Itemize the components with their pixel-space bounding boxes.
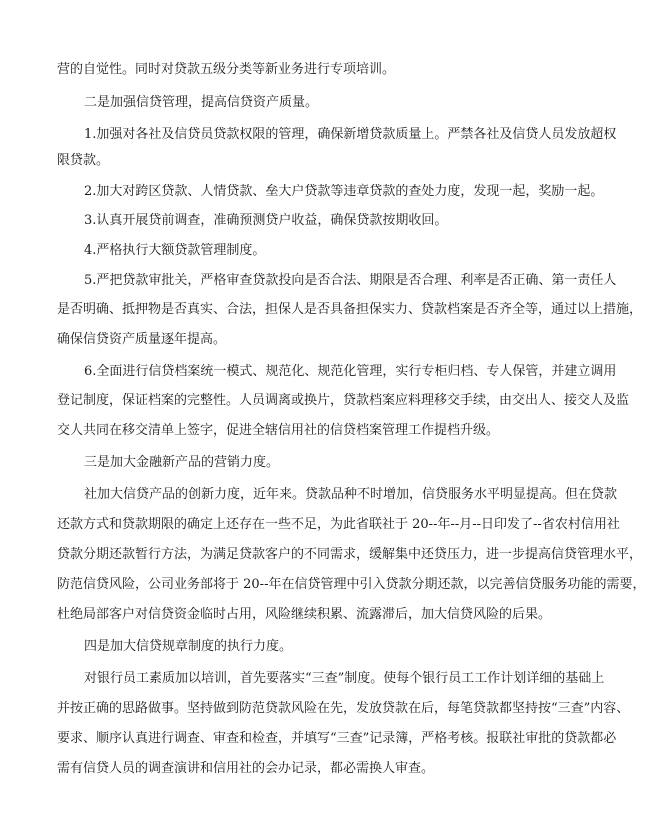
paragraph-line: 对银行员工素质加以培训，首先要落实“三查”制度。使每个银行员工工作计划详细的基础上 [84,671,605,686]
paragraph-line: 需有信贷人员的调查演讲和信用社的会办记录，都必需换人审查。 [57,761,435,776]
paragraph-line: 5.严把贷款审批关，严格审查贷款投向是否合法、期限是否合理、利率是否正确、第一责任人 [84,273,617,288]
paragraph-line: 杜绝局部客户对信贷资金临时占用，风险继续积累、流露滞后，加大信贷风险的后果。 [57,607,552,622]
paragraph-line: 6.全面进行信贷档案统一模式、规范化、规范化管理，实行专柜归档、专人保管，并建立调用 [84,364,617,379]
section-heading-3: 三是加大金融新产品的营销力度。 [84,455,280,470]
paragraph-line: 登记制度，保证档案的完整性。人员调离或换片，贷款档案应料理移交手续，由交出人、接交人及监 [57,393,630,408]
paragraph-line: 营的自觉性。同时对贷款五级分类等新业务进行专项培训。 [57,62,396,77]
paragraph-line: 并按正确的思路做事。坚持做到防范贷款风险在先，发放贷款在后，每笔贷款都坚持按“三查”内容、 [57,701,630,716]
paragraph-line: 3.认真开展贷前调查，准确预测贷户收益，确保贷款按期收回。 [84,213,448,228]
section-heading-4: 四是加大信贷规章制度的执行力度。 [84,639,293,654]
paragraph-line: 社加大信贷产品的创新力度，近年来。贷款品种不时增加，信贷服务水平明显提高。但在贷款 [84,487,618,502]
paragraph-line: 要求、顺序认真进行调查、审查和检查，并填写“三查”记录簿，严格考核。报联社审批的贷款都必 [57,731,617,746]
paragraph-line: 1.加强对各社及信贷员贷款权限的管理，确保新增贷款质量上。严禁各社及信贷人员发放超权 [84,127,617,142]
paragraph-line: 4.严格执行大额贷款管理制度。 [84,243,266,258]
paragraph-line: 交人共同在移交清单上签字，促进全辖信用社的信贷档案管理工作提档升级。 [57,423,500,438]
paragraph-line: 贷款分期还款暂行方法，为满足贷款客户的不同需求，缓解集中还贷压力，进一步提高信贷管理水平， [57,547,643,562]
section-heading-2: 二是加强信贷管理，提高信贷资产质量。 [84,95,319,110]
paragraph-line: 确保信贷资产质量逐年提高。 [57,332,227,347]
paragraph-line: 是否明确、抵押物是否真实、合法，担保人是否具备担保实力、贷款档案是否齐全等，通过以上措施， [57,302,643,317]
paragraph-line: 还款方式和贷款期限的确定上还存在一些不足，为此省联社于 20--年--月--日印发了--省农村信用社 [57,517,620,532]
paragraph-line: 2.加大对跨区贷款、人情贷款、垒大户贷款等违章贷款的查处力度，发现一起，奖励一起。 [84,184,604,199]
paragraph-line: 防范信贷风险，公司业务部将于 20--年在信贷管理中引入贷款分期还款，以完善信贷服务功能的需要， [57,577,645,592]
paragraph-line: 限贷款。 [57,153,110,168]
